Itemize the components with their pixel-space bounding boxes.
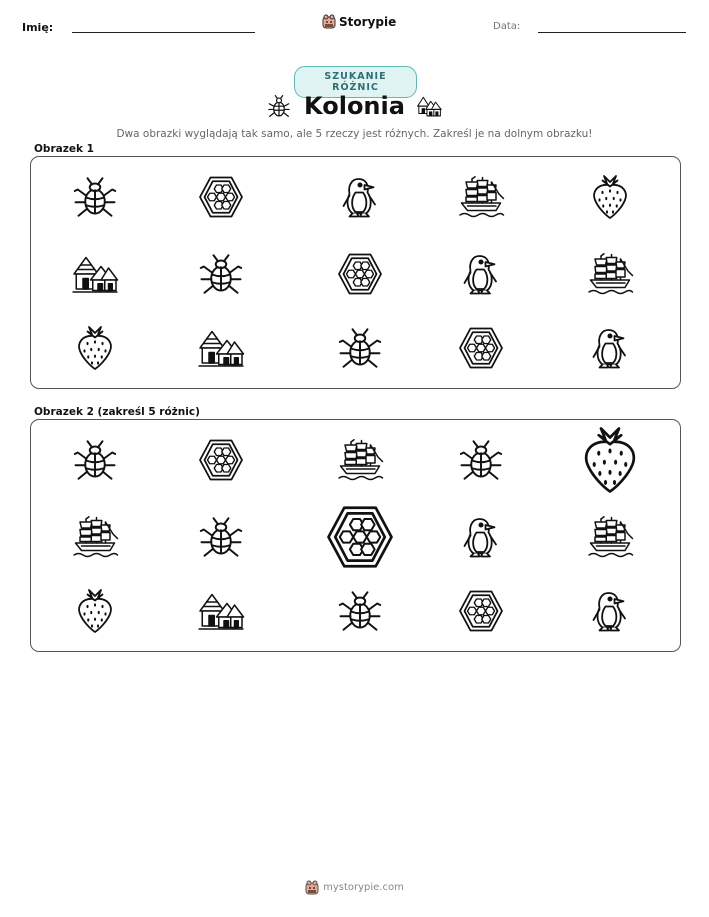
grid-cell[interactable] <box>197 173 245 221</box>
footer-logo-icon <box>305 880 319 895</box>
grid-cell[interactable] <box>457 587 505 635</box>
grid-cell[interactable] <box>457 513 505 561</box>
strawberry-icon <box>574 424 646 496</box>
grid-cell[interactable] <box>197 513 245 561</box>
strawberry-icon <box>71 587 119 635</box>
footer-url[interactable]: mystorypie.com <box>323 882 404 893</box>
grid-cell[interactable] <box>324 501 396 573</box>
grid-cell[interactable] <box>197 436 245 484</box>
brand-name: Storypie <box>339 14 397 29</box>
penguin-icon <box>586 587 634 635</box>
grid-cell[interactable] <box>197 250 245 298</box>
honeycomb-icon <box>197 436 245 484</box>
ship-icon <box>586 513 634 561</box>
grid-cell[interactable] <box>71 173 119 221</box>
grid-cell[interactable] <box>71 250 119 298</box>
footer <box>0 880 709 895</box>
picture2-panel[interactable] <box>30 419 681 652</box>
honeycomb-icon <box>336 250 384 298</box>
grid-cell[interactable] <box>457 250 505 298</box>
ship-icon <box>336 436 384 484</box>
grid-cell[interactable] <box>336 173 384 221</box>
grid-cell[interactable] <box>336 324 384 372</box>
penguin-icon <box>457 250 505 298</box>
beetle-icon <box>197 250 245 298</box>
grid-cell[interactable] <box>71 436 119 484</box>
grid-cell[interactable] <box>457 436 505 484</box>
grid-cell[interactable] <box>336 587 384 635</box>
strawberry-icon <box>71 324 119 372</box>
picture1-panel <box>30 156 681 389</box>
grid-cell[interactable] <box>586 587 634 635</box>
strawberry-icon <box>586 173 634 221</box>
beetle-icon <box>71 436 119 484</box>
grid-cell[interactable] <box>586 324 634 372</box>
beetle-icon <box>71 173 119 221</box>
grid-cell[interactable] <box>71 513 119 561</box>
penguin-icon <box>457 513 505 561</box>
activity-badge: SZUKANIE RÓŻNIC <box>294 66 417 98</box>
grid-cell[interactable] <box>586 250 634 298</box>
grid-cell[interactable] <box>574 424 646 496</box>
huts-icon <box>71 250 119 298</box>
ship-icon <box>71 513 119 561</box>
huts-icon <box>197 324 245 372</box>
grid-cell[interactable] <box>586 513 634 561</box>
grid-cell[interactable] <box>457 173 505 221</box>
name-label: Imię: <box>22 21 54 34</box>
honeycomb-icon <box>324 501 396 573</box>
honeycomb-icon <box>457 324 505 372</box>
instructions: Dwa obrazki wyglądają tak samo, ale 5 rzeczy jest różnych. Zakreśl je na dolnym obrazku! <box>116 128 593 140</box>
grid-cell[interactable] <box>336 250 384 298</box>
beetle-icon <box>336 324 384 372</box>
huts-icon <box>197 587 245 635</box>
penguin-icon <box>586 324 634 372</box>
beetle-icon <box>336 587 384 635</box>
honeycomb-icon <box>197 173 245 221</box>
grid-cell[interactable] <box>197 587 245 635</box>
beetle-icon <box>197 513 245 561</box>
grid-cell[interactable] <box>457 324 505 372</box>
grid-cell[interactable] <box>197 324 245 372</box>
page-title: Kolonia <box>304 92 405 120</box>
grid-cell[interactable] <box>586 173 634 221</box>
honeycomb-icon <box>457 587 505 635</box>
picture2-label: Obrazek 2 (zakreśl 5 różnic) <box>34 406 200 418</box>
ship-icon <box>586 250 634 298</box>
storypie-logo-icon <box>322 14 336 29</box>
name-line[interactable] <box>72 32 255 33</box>
date-label: Data: <box>493 21 521 32</box>
brand-logo <box>322 14 396 29</box>
date-line[interactable] <box>538 32 686 33</box>
picture1-label: Obrazek 1 <box>34 143 94 155</box>
penguin-icon <box>336 173 384 221</box>
ship-icon <box>457 173 505 221</box>
grid-cell[interactable] <box>71 587 119 635</box>
beetle-icon <box>457 436 505 484</box>
grid-cell[interactable] <box>71 324 119 372</box>
grid-cell[interactable] <box>336 436 384 484</box>
title-huts-icon <box>415 94 443 120</box>
